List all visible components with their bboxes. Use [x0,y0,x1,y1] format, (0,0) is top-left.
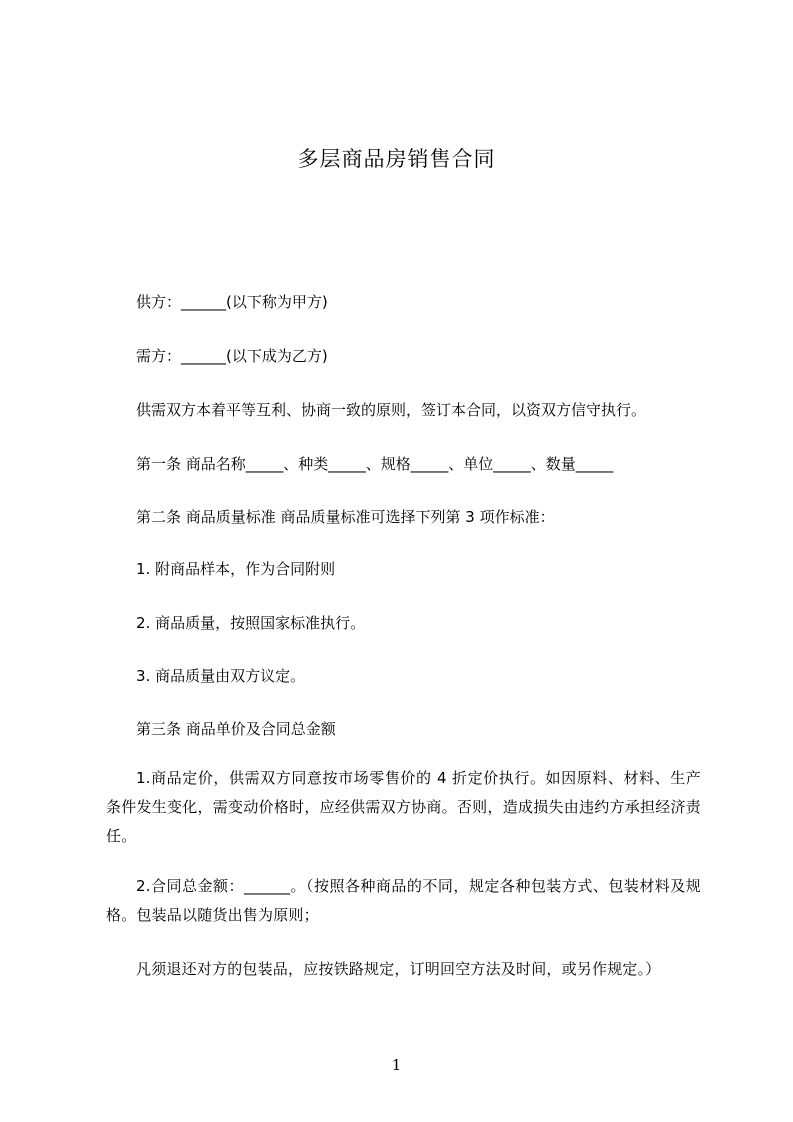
document-title: 多层商品房销售合同 [297,147,496,171]
intro-paragraph: 供需双方本着平等互利、协商一致的原则，签订本合同，以资双方信守执行。 [136,401,647,419]
article-2-item-1: 1. 附商品样本，作为合同附则 [136,560,336,578]
article-3: 第三条 商品单价及合同总金额 [136,720,336,738]
article-2: 第二条 商品质量标准 商品质量标准可选择下列第 3 项作标准： [136,508,555,526]
page-number: 1 [391,1056,402,1074]
buyer-line: 需方：______(以下成为乙方) [136,347,328,365]
supplier-line: 供方：______(以下称为甲方) [136,293,328,311]
article-3-paragraph-2: 2.合同总金额：______。（按照各种商品的不同，规定各种包装方式、包装材料及规格。包装品以随货出售为原则； [106,877,701,924]
article-2-item-3: 3. 商品质量由双方议定。 [136,667,306,685]
article-1: 第一条 商品名称_____、种类_____、规格_____、单位_____、数量_____ [136,455,614,473]
article-3-paragraph-1: 1.商品定价，供需双方同意按市场零售价的 4 折定价执行。如因原料、材料、生产条件发生变化，需变动价格时，应经供需双方协商。否则，造成损失由违约方承担经济责任。 [106,769,701,845]
article-2-item-2: 2. 商品质量，按照国家标准执行。 [136,614,366,632]
article-3-paragraph-3: 凡须退还对方的包装品，应按铁路规定，订明回空方法及时间，或另作规定。） [136,960,661,978]
